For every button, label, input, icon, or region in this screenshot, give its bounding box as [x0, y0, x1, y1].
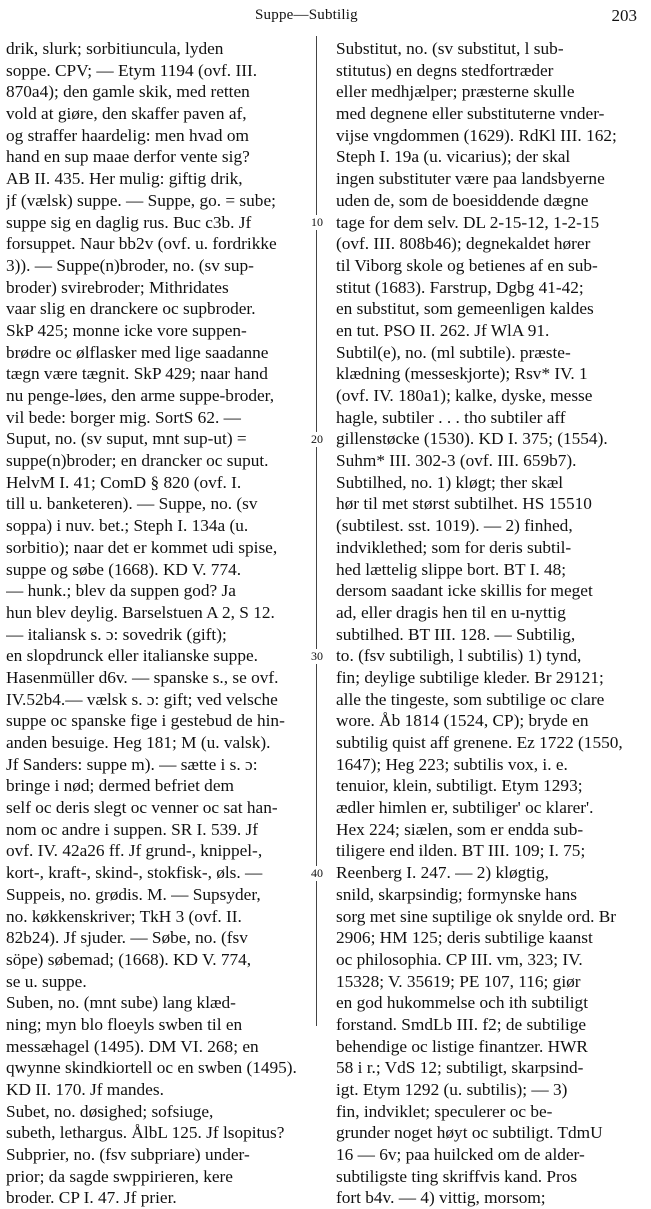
text-line: suppe(n)broder; en drancker oc suput.: [6, 451, 269, 471]
text-line: ingen substituter være paa landsbyerne: [336, 169, 605, 189]
text-line: 3)). — Suppe(n)broder, no. (sv sup-: [6, 255, 254, 275]
text-line: soppa) i nuv. bet.; Steph I. 134a (u.: [6, 516, 249, 536]
text-line: bringe i nød; dermed befriet dem: [6, 776, 234, 796]
text-line: igt. Etym 1292 (u. subtilis); — 3): [336, 1080, 568, 1099]
text-line: brødre oc ølflasker med lige saadanne: [6, 342, 269, 362]
text-line: söpe) søbemad; (1668). KD V. 774,: [6, 949, 252, 969]
text-line: broder. CP I. 47. Jf prier.: [6, 1188, 177, 1208]
text-line: SkP 425; monne icke vore suppen-: [6, 320, 247, 340]
text-line: Suhm* III. 302-3 (ovf. III. 659b7).: [336, 451, 577, 471]
line-number: 30: [311, 649, 323, 663]
text-line: hagle, subtiler . . . tho subtiler aff: [336, 407, 566, 427]
text-line: IV.52b4.— vælsk s. ɔ: gift; ved velsche: [6, 689, 278, 709]
text-line: 16 — 6v; paa huilcked om de alder-: [336, 1145, 585, 1165]
text-line: subtiligste ting skriffvis kand. Pros: [336, 1166, 578, 1186]
text-line: indviklethed; som for deris subtil-: [336, 537, 572, 557]
text-line: ad, eller dragis hen til en u-nyttig: [336, 602, 566, 622]
text-line: anden besuige. Heg 181; M (u. valsk).: [6, 733, 271, 752]
text-line: Subet, no. døsighed; sofsiuge,: [6, 1101, 214, 1121]
text-line: hør til met størst subtilhet. HS 15510: [336, 494, 592, 514]
text-line: tage for dem selv. DL 2-15-12, 1-2-15: [336, 212, 600, 232]
text-line: Subprier, no. (fsv subpriare) under-: [6, 1145, 250, 1165]
text-line: Hex 224; siælen, som er endda sub-: [336, 819, 584, 839]
text-line: se u. suppe.: [6, 971, 87, 991]
text-line: vold at giøre, den skaffer paven af,: [6, 104, 247, 124]
line-number: 20: [311, 432, 323, 446]
text-line: hed lættelig slippe bort. BT I. 48;: [336, 559, 567, 579]
text-line: tægn være tægnit. SkP 429; naar hand: [6, 364, 268, 384]
line-number: 10: [311, 215, 323, 229]
text-line: qwynne skindkiortell oc en swben (1495).: [6, 1058, 297, 1078]
text-line: subeth, lethargus. ÅlbL 125. Jf lsopitus?: [6, 1123, 285, 1143]
text-line: uden de, som de boesiddende dægne: [336, 190, 589, 210]
text-line: HelvM I. 41; ComD § 820 (ovf. I.: [6, 472, 242, 492]
text-line: gillenstøcke (1530). KD I. 375; (1554).: [336, 429, 608, 449]
text-line: behendige oc listige finantzer. HWR: [336, 1036, 588, 1056]
text-line: prior; da sagde swppirieren, kere: [6, 1166, 233, 1186]
text-line: Suppeis, no. grødis. M. — Supsyder,: [6, 884, 261, 904]
text-line: en substitut, som gemeenligen kaldes: [336, 299, 594, 319]
text-line: klædning (messeskjorte); Rsv* IV. 1: [336, 364, 588, 384]
text-line: 82b24). Jf sjuder. — Søbe, no. (fsv: [6, 928, 248, 948]
text-line: wore. Åb 1814 (1524, CP); bryde en: [336, 711, 589, 731]
text-line: 1647); Heg 223; subtilis vox, i. e.: [336, 754, 568, 774]
text-line: Subtilhed, no. 1) kløgt; ther skæl: [336, 472, 564, 492]
text-line: to. (fsv subtiligh, l subtilis) 1) tynd,: [336, 646, 582, 666]
text-line: 58 i r.; VdS 12; subtiligt, skarpsind-: [336, 1058, 584, 1078]
text-line: ning; myn blo floeyls swben til en: [6, 1014, 243, 1034]
text-line: (ovf. III. 808b46); degnekaldet hører: [336, 234, 591, 254]
text-line: oc philosophia. CP III. vm, 323; IV.: [336, 949, 583, 969]
text-line: Substitut, no. (sv substitut, l sub-: [336, 39, 564, 58]
text-line: alle the tingeste, som subtilige oc clare: [336, 689, 605, 709]
text-line: no. køkkenskriver; TkH 3 (ovf. II.: [6, 906, 242, 926]
text-line: med degnene eller substituterne vnder-: [336, 104, 605, 124]
text-line: suppe sig en daglig rus. Buc c3b. Jf: [6, 212, 252, 232]
text-line: til Viborg skole og betienes af en sub-: [336, 255, 598, 275]
text-line: ovf. IV. 42a26 ff. Jf grund-, knippel-,: [6, 841, 263, 861]
text-line: grunder noget høyt oc subtiligt. TdmU: [336, 1123, 603, 1143]
text-line: stitutus) en degns stedfortræder: [336, 60, 554, 80]
text-line: jf (vælsk) suppe. — Suppe, go. = sube;: [6, 190, 276, 210]
text-line: broder) svirebroder; Mithridates: [6, 277, 229, 297]
running-head: Suppe—Subtilig: [255, 7, 358, 23]
text-line: suppe oc spanske fige i gestebud de hin-: [6, 711, 285, 731]
text-line: fin; deylige subtilige kleder. Br 29121;: [336, 667, 604, 687]
text-line: Reenberg I. 247. — 2) kløgtig,: [336, 863, 549, 883]
text-line: nom oc andre i suppen. SR I. 539. Jf: [6, 819, 258, 839]
text-line: messæhagel (1495). DM VI. 268; en: [6, 1036, 259, 1056]
line-number: 40: [311, 866, 323, 880]
text-line: tiligere end ilden. BT III. 109; I. 75;: [336, 841, 586, 861]
text-line: self oc deris slegt oc venner oc sat han-: [6, 798, 278, 818]
text-line: suppe og søbe (1668). KD V. 774.: [6, 559, 242, 579]
text-line: 870a4); den gamle skik, med retten: [6, 82, 250, 102]
text-line: Jf Sanders: suppe m). — sætte i s. ɔ:: [6, 754, 258, 774]
page-header: [0, 7, 651, 25]
text-line: forsuppet. Naur bb2v (ovf. u. fordrikke: [6, 234, 277, 254]
text-line: stitut (1683). Farstrup, Dgbg 41-42;: [336, 277, 584, 297]
text-line: eller medhjælper; præsterne skulle: [336, 82, 575, 102]
text-line: (subtilest. sst. 1019). — 2) finhed,: [336, 516, 573, 536]
text-line: hand en sup maae derfor vente sig?: [6, 147, 250, 167]
text-line: og straffer haardelig: men hvad om: [6, 125, 249, 145]
text-line: Suput, no. (sv suput, mnt sup-ut) =: [6, 429, 247, 449]
text-line: AB II. 435. Her mulig: giftig drik,: [6, 169, 243, 189]
text-line: snild, skarpsindig; formynske hans: [336, 884, 577, 904]
text-line: — hunk.; blev da suppen god? Ja: [6, 581, 236, 601]
text-line: sorg met sine suptilige ok snylde ord. Br: [336, 906, 617, 926]
text-line: nu penge-løes, den arme suppe-broder,: [6, 386, 275, 405]
text-line: subtilhed. BT III. 128. — Subtilig,: [336, 624, 576, 644]
text-line: subtilig quist aff grenene. Ez 1722 (1550,: [336, 733, 623, 752]
text-line: Steph I. 19a (u. vicarius); der skal: [336, 147, 571, 167]
text-line: fort b4v. — 4) vittig, morsom;: [336, 1188, 546, 1208]
text-line: — italiansk s. ɔ: sovedrik (gift);: [6, 624, 227, 644]
text-line: tenuior, klein, subtiligt. Etym 1293;: [336, 776, 583, 796]
text-line: Hasenmüller d6v. — spanske s., se ovf.: [6, 667, 279, 687]
text-line: vaar slig en dranckere oc supbroder.: [6, 299, 256, 319]
text-line: drik, slurk; sorbitiuncula, lyden: [6, 39, 224, 58]
text-line: en tut. PSO II. 262. Jf WlA 91.: [336, 320, 550, 340]
text-line: KD II. 170. Jf mandes.: [6, 1080, 164, 1099]
text-line: till u. banketeren). — Suppe, no. (sv: [6, 494, 258, 514]
text-line: soppe. CPV; — Etym 1194 (ovf. III.: [6, 60, 258, 80]
text-line: kort-, kraft-, skind-, stokfisk-, øls. —: [6, 863, 263, 883]
text-line: ædler himlen er, subtiliger' oc klarer'.: [336, 798, 594, 818]
text-line: hun blev deylig. Barselstuen A 2, S 12.: [6, 602, 275, 622]
text-line: forstand. SmdLb III. f2; de subtilige: [336, 1014, 587, 1034]
text-line: 2906; HM 125; deris subtilige kaanst: [336, 928, 593, 948]
text-line: Subtil(e), no. (ml subtile). præste-: [336, 342, 571, 362]
text-line: vijse vngdommen (1629). RdKl III. 162;: [336, 125, 617, 145]
left-column: [6, 38, 306, 1209]
text-line: en slopdrunck eller italianske suppe.: [6, 646, 258, 666]
text-line: (ovf. IV. 180a1); kalke, dyske, messe: [336, 386, 593, 405]
page-number: 203: [611, 6, 637, 25]
right-column: [336, 38, 644, 1209]
text-line: 15328; V. 35619; PE 107, 116; giør: [336, 971, 581, 991]
text-line: sorbitio); naar det er kommet udi spise,: [6, 537, 278, 557]
text-line: vil bede: borger mig. SortS 62. —: [6, 407, 241, 427]
text-line: fin, indviklet; speculerer oc be-: [336, 1101, 553, 1121]
text-line: en god hukommelse och ith subtiligt: [336, 993, 588, 1013]
text-line: Suben, no. (mnt sube) lang klæd-: [6, 993, 236, 1013]
text-line: dersom saadant icke skillis for meget: [336, 581, 593, 601]
